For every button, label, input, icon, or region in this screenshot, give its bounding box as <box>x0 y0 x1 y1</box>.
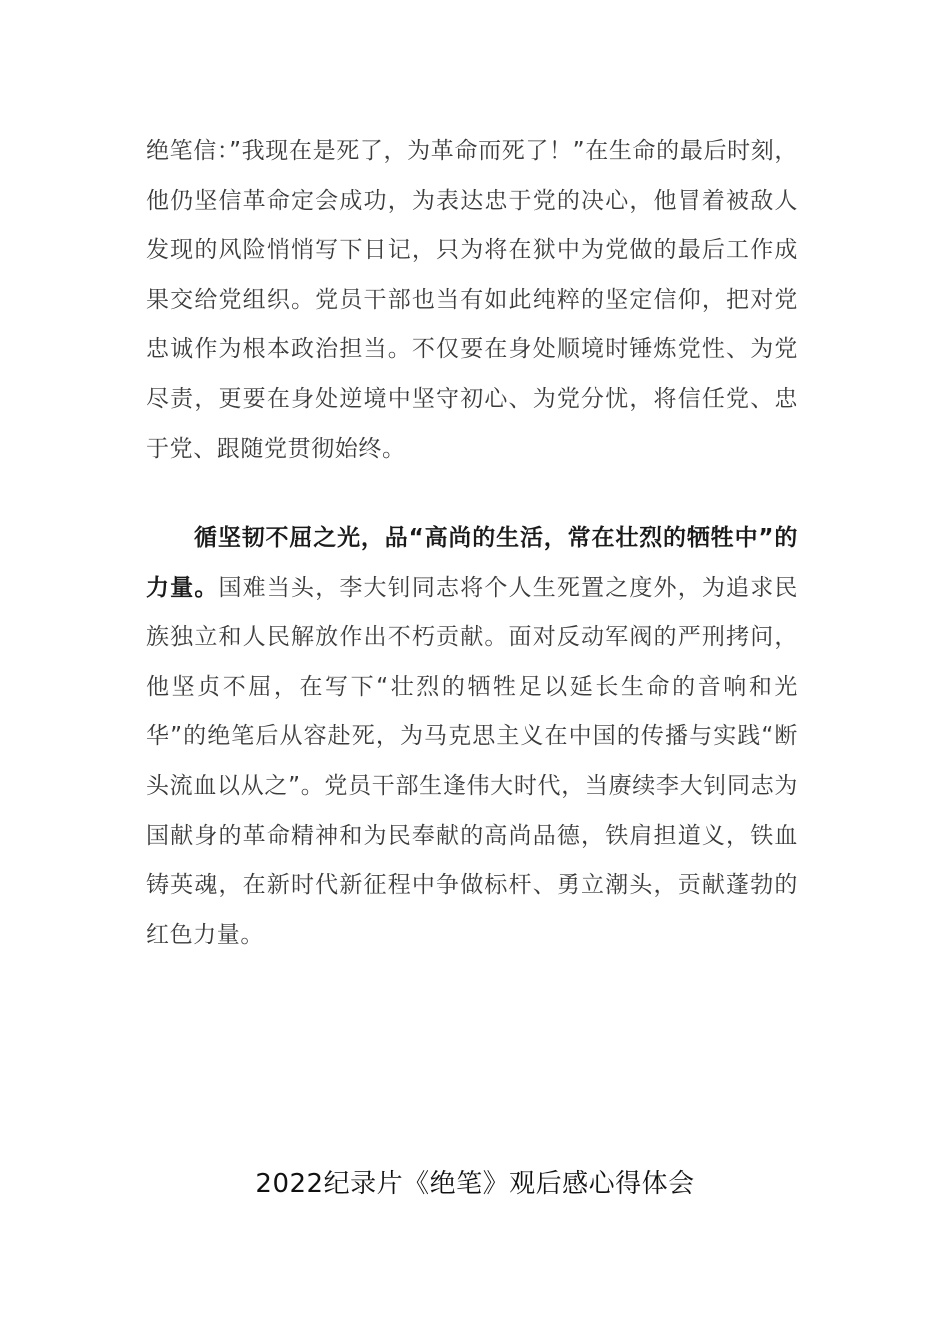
paragraph-lead-sentence: 循坚韧不屈之光，品“高尚的生活，常在壮烈的牺牲中”的力量。 <box>146 525 798 601</box>
body-paragraph-2 <box>146 514 798 960</box>
body-paragraph-1 <box>146 127 798 474</box>
paragraph-text: 国难当头，李大钊同志将个人生死置之度外，为追求民族独立和人民解放作出不朽贡献。面对反动军阀的严刑拷问，他坚贞不屈，在写下“壮烈的牺牲足以延长生命的音响和光华”的绝笔后从容赴死，为马克思主义在中国的传播与实践“断头流血以从之”。党员干部生逢伟大时代，当赓续李大钊同志为国献身的革命精神和为民奉献的高尚品德，铁肩担道义，铁血铸英魂，在新时代新征程中争做标杆、勇立潮头，贡献蓬勃的红色力量。 <box>146 574 798 948</box>
paragraph-text: 绝笔信：”我现在是死了，为革命而死了！”在生命的最后时刻，他仍坚信革命定会成功，为表达忠于党的决心，他冒着被敌人发现的风险悄悄写下日记，只为将在狱中为党做的最后工作成果交给党组织。党员干部也当有如此纯粹的坚定信仰，把对党忠诚作为根本政治担当。不仅要在身处顺境时锤炼党性、为党尽责，更要在身处逆境中坚守初心、为党分忧，将信任党、忠于党、跟随党贯彻始终。 <box>146 138 798 462</box>
document-title: 2022纪录片《绝笔》观后感心得体会 <box>255 1169 695 1199</box>
